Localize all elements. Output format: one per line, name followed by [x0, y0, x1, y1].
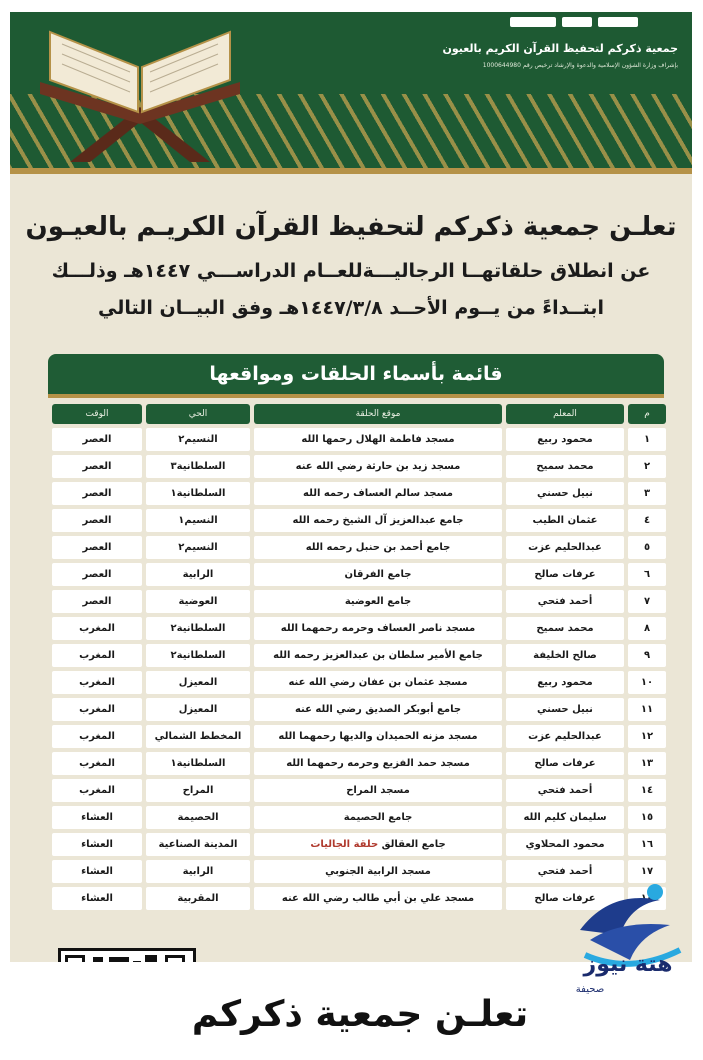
organization-logo — [478, 12, 638, 32]
row-number: ٢ — [628, 455, 666, 478]
row-number: ١٦ — [628, 833, 666, 856]
row-teacher: أحمد فتحي — [506, 779, 624, 802]
row-location: جامع عبدالعزيز آل الشيخ رحمه الله — [254, 509, 502, 532]
row-time: العشاء — [52, 887, 142, 910]
watermark-sub: صحيفة — [575, 984, 605, 995]
row-district: المدينة الصناعية — [146, 833, 250, 856]
table-row — [52, 806, 666, 829]
row-teacher: محمود ربيع — [506, 428, 624, 451]
row-district: المقربية — [146, 887, 250, 910]
quran-book-icon — [30, 12, 250, 162]
table-row — [52, 752, 666, 775]
table-row — [52, 725, 666, 748]
row-teacher: محمود ربيع — [506, 671, 624, 694]
row-time: العشاء — [52, 833, 142, 856]
table-row — [52, 779, 666, 802]
row-teacher: أحمد فتحي — [506, 860, 624, 883]
header-location: موقع الحلقة — [254, 404, 502, 424]
row-district: النسيم١ — [146, 509, 250, 532]
row-teacher: محمد سميح — [506, 455, 624, 478]
gold-band — [10, 168, 692, 174]
row-number: ١٢ — [628, 725, 666, 748]
row-number: ٦ — [628, 563, 666, 586]
row-time: العصر — [52, 455, 142, 478]
row-time: العصر — [52, 428, 142, 451]
table-row — [52, 617, 666, 640]
row-location: مسجد المراح — [254, 779, 502, 802]
row-district: المعيزل — [146, 698, 250, 721]
row-time: العصر — [52, 509, 142, 532]
row-district: المراح — [146, 779, 250, 802]
row-teacher: سليمان كليم الله — [506, 806, 624, 829]
row-teacher: محمود المحلاوي — [506, 833, 624, 856]
row-time: المغرب — [52, 698, 142, 721]
table-row — [52, 455, 666, 478]
row-time: العصر — [52, 482, 142, 505]
row-district: المخطط الشمالي — [146, 725, 250, 748]
row-time: المغرب — [52, 644, 142, 667]
header-time: الوقت — [52, 404, 142, 424]
row-location: جامع الأمير سلطان بن عبدالعزيز رحمه الله — [254, 644, 502, 667]
header-number: م — [628, 404, 666, 424]
row-number: ١٠ — [628, 671, 666, 694]
row-location: مسجد حمد الفزيع وحرمه رحمهما الله — [254, 752, 502, 775]
row-teacher: محمد سميح — [506, 617, 624, 640]
table-row — [52, 698, 666, 721]
row-district: الرابية — [146, 860, 250, 883]
row-district: السلطانية١ — [146, 482, 250, 505]
row-location: مسجد عثمان بن عفان رضي الله عنه — [254, 671, 502, 694]
row-location: جامع أبوبكر الصديق رضي الله عنه — [254, 698, 502, 721]
row-number: ٧ — [628, 590, 666, 613]
table-row — [52, 590, 666, 613]
row-number: ١٤ — [628, 779, 666, 802]
row-time: العصر — [52, 590, 142, 613]
row-time: العصر — [52, 536, 142, 559]
announcement-line-1: تعلـن جمعية ذكركم لتحفيظ القرآن الكريـم بالعيـون — [25, 212, 677, 242]
row-number: ١٥ — [628, 806, 666, 829]
table-row — [52, 833, 666, 856]
row-number: ٩ — [628, 644, 666, 667]
row-number: ١٣ — [628, 752, 666, 775]
location-highlight: حلقة الجاليات — [310, 839, 379, 850]
row-teacher: نبيل حسني — [506, 698, 624, 721]
row-district: النسيم٢ — [146, 428, 250, 451]
announcement-line-2: عن انطلاق حلقاتهــا الرجاليـــةللعــام الدراســـي ١٤٤٧هـ وذلـــك — [51, 260, 651, 282]
list-title-banner — [48, 354, 664, 394]
poster-header — [10, 12, 692, 174]
row-time: العشاء — [52, 860, 142, 883]
row-location: مسجد زيد بن حارثة رضي الله عنه — [254, 455, 502, 478]
table-row — [52, 482, 666, 505]
schedule-table — [48, 400, 670, 914]
row-location: مسجد علي بن أبي طالب رضي الله عنه — [254, 887, 502, 910]
row-number: ٣ — [628, 482, 666, 505]
watermark-name: هتة نيوز — [583, 952, 673, 977]
poster — [10, 12, 692, 1002]
organization-block — [428, 12, 678, 92]
row-district: العوضية — [146, 590, 250, 613]
row-teacher: عثمان الطيب — [506, 509, 624, 532]
row-teacher: عبدالحليم عزت — [506, 536, 624, 559]
row-district: النسيم٢ — [146, 536, 250, 559]
table-row — [52, 536, 666, 559]
row-teacher: صالح الخليفة — [506, 644, 624, 667]
row-district: السلطانية٢ — [146, 617, 250, 640]
row-teacher: نبيل حسني — [506, 482, 624, 505]
row-location: مسجد الرابية الجنوبي — [254, 860, 502, 883]
row-number: ١ — [628, 428, 666, 451]
organization-subtitle: بإشراف وزارة الشؤون الإسلامية والدعوة والإرشاد ترخيص رقم 1000644980 — [482, 62, 678, 69]
table-row — [52, 671, 666, 694]
row-district: السلطانية٣ — [146, 455, 250, 478]
row-number: ٨ — [628, 617, 666, 640]
row-location: جامع الفرقان — [254, 563, 502, 586]
bottom-heading: تعلـن جمعية ذكركم — [191, 994, 529, 1035]
list-title: قائمة بأسماء الحلقات ومواقعها — [209, 363, 503, 385]
table-row — [52, 428, 666, 451]
row-location: جامع العوضية — [254, 590, 502, 613]
row-time: المغرب — [52, 617, 142, 640]
row-time: المغرب — [52, 671, 142, 694]
row-number: ٤ — [628, 509, 666, 532]
organization-name: جمعية ذكركم لتحفيظ القرآن الكريم بالعيون — [442, 42, 678, 55]
announcement-line-3: ابتــداءً من يــوم الأحــد ١٤٤٧/٣/٨هـ وفق البيــان التالي — [98, 297, 604, 319]
row-teacher: عبدالحليم عزت — [506, 725, 624, 748]
row-teacher: أحمد فتحي — [506, 590, 624, 613]
row-teacher: عرفات صالح — [506, 563, 624, 586]
row-number: ١١ — [628, 698, 666, 721]
table-row — [52, 509, 666, 532]
row-teacher: عرفات صالح — [506, 887, 624, 910]
row-location: مسجد فاطمة الهلال رحمها الله — [254, 428, 502, 451]
row-time: العصر — [52, 563, 142, 586]
location-name: جامع العقالق — [381, 839, 446, 850]
row-district: السلطانية٢ — [146, 644, 250, 667]
header-district: الحي — [146, 404, 250, 424]
row-time: المغرب — [52, 725, 142, 748]
row-district: السلطانية١ — [146, 752, 250, 775]
row-time: المغرب — [52, 779, 142, 802]
row-number: ١٧ — [628, 860, 666, 883]
row-location: مسجد سالم العساف رحمه الله — [254, 482, 502, 505]
header-teacher: المعلم — [506, 404, 624, 424]
row-location: جامع الحصيمة — [254, 806, 502, 829]
row-location: مسجد مزنه الحميدان والديها رحمهما الله — [254, 725, 502, 748]
row-district: الرابية — [146, 563, 250, 586]
row-number: ٥ — [628, 536, 666, 559]
row-location — [254, 833, 502, 856]
row-time: العشاء — [52, 806, 142, 829]
row-district: الحصيمة — [146, 806, 250, 829]
row-time: المغرب — [52, 752, 142, 775]
table-row — [52, 563, 666, 586]
table-header-row — [52, 404, 666, 424]
table-row — [52, 644, 666, 667]
row-location: جامع أحمد بن حنبل رحمه الله — [254, 536, 502, 559]
row-location: مسجد ناصر العساف وحرمه رحمهما الله — [254, 617, 502, 640]
row-district: المعيزل — [146, 671, 250, 694]
row-teacher: عرفات صالح — [506, 752, 624, 775]
